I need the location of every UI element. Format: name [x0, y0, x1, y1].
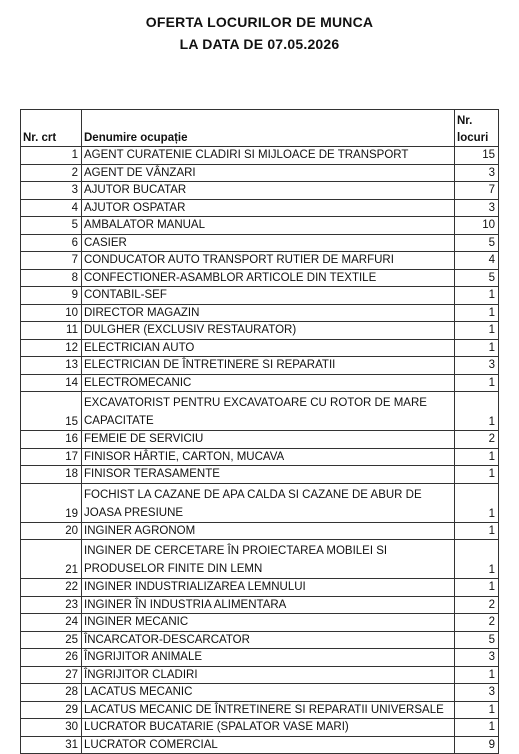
- occupation-cell: AGENT DE VÂNZARI: [82, 164, 455, 182]
- positions-count: 3: [455, 199, 499, 217]
- occupation-cell: EXCAVATORIST PENTRU EXCAVATOARE CU ROTOR DE MARE CAPACITATE: [82, 392, 455, 431]
- table-row: [21, 252, 499, 270]
- occupation-cell: AJUTOR OSPATAR: [82, 199, 455, 217]
- row-number: 8: [21, 269, 82, 287]
- occupation-cell: FINISOR HÂRTIE, CARTON, MUCAVA: [82, 448, 455, 466]
- table-row: [21, 631, 499, 649]
- table-row: [21, 540, 499, 579]
- column-header-nr: Nr. crt: [21, 110, 82, 147]
- row-number: 4: [21, 199, 82, 217]
- occupation-cell: CONFECTIONER-ASAMBLOR ARTICOLE DIN TEXTILE: [82, 269, 455, 287]
- positions-count: 1: [455, 522, 499, 540]
- row-number: 9: [21, 287, 82, 305]
- row-number: 23: [21, 596, 82, 614]
- column-header-count: Nr. locuri: [455, 110, 499, 147]
- table-row: [21, 322, 499, 340]
- row-number: 7: [21, 252, 82, 270]
- job-offers-table: [20, 109, 499, 754]
- row-number: 29: [21, 701, 82, 719]
- occupation-cell: DULGHER (EXCLUSIV RESTAURATOR): [82, 322, 455, 340]
- positions-count: 7: [455, 182, 499, 200]
- positions-count: 2: [455, 596, 499, 614]
- occupation-cell: CASIER: [82, 234, 455, 252]
- row-number: 6: [21, 234, 82, 252]
- occupation-cell: CONDUCATOR AUTO TRANSPORT RUTIER DE MARFURI: [82, 252, 455, 270]
- table-row: [21, 287, 499, 305]
- positions-count: 1: [455, 466, 499, 484]
- positions-count: 3: [455, 684, 499, 702]
- table-row: [21, 147, 499, 165]
- positions-count: 9: [455, 736, 499, 754]
- row-number: 13: [21, 357, 82, 375]
- positions-count: 1: [455, 540, 499, 579]
- occupation-cell: INGINER AGRONOM: [82, 522, 455, 540]
- occupation-cell: FOCHIST LA CAZANE DE APA CALDA SI CAZANE DE ABUR DE JOASA PRESIUNE: [82, 483, 455, 522]
- row-number: 25: [21, 631, 82, 649]
- positions-count: 3: [455, 164, 499, 182]
- occupation-cell: LUCRATOR COMERCIAL: [82, 736, 455, 754]
- row-number: 12: [21, 339, 82, 357]
- occupation-cell: AMBALATOR MANUAL: [82, 217, 455, 235]
- row-number: 30: [21, 719, 82, 737]
- table-row: [21, 339, 499, 357]
- table-row: [21, 431, 499, 449]
- table-row: [21, 374, 499, 392]
- table-row: [21, 217, 499, 235]
- positions-count: 4: [455, 252, 499, 270]
- positions-count: 1: [455, 701, 499, 719]
- table-row: [21, 579, 499, 597]
- occupation-cell: INGINER ÎN INDUSTRIA ALIMENTARA: [82, 596, 455, 614]
- positions-count: 1: [455, 719, 499, 737]
- row-number: 2: [21, 164, 82, 182]
- occupation-cell: LACATUS MECANIC: [82, 684, 455, 702]
- positions-count: 1: [455, 287, 499, 305]
- occupation-cell: FEMEIE DE SERVICIU: [82, 431, 455, 449]
- positions-count: 3: [455, 649, 499, 667]
- row-number: 1: [21, 147, 82, 165]
- row-number: 22: [21, 579, 82, 597]
- occupation-cell: LUCRATOR BUCATARIE (SPALATOR VASE MARI): [82, 719, 455, 737]
- table-row: [21, 736, 499, 754]
- positions-count: 1: [455, 339, 499, 357]
- page-title: OFERTA LOCURILOR DE MUNCA: [145, 14, 374, 30]
- table-row: [21, 304, 499, 322]
- occupation-cell: FINISOR TERASAMENTE: [82, 466, 455, 484]
- table-row: [21, 614, 499, 632]
- row-number: 17: [21, 448, 82, 466]
- occupation-cell: ÎNGRIJITOR CLADIRI: [82, 666, 455, 684]
- positions-count: 1: [455, 483, 499, 522]
- row-number: 16: [21, 431, 82, 449]
- occupation-cell: AGENT CURATENIE CLADIRI SI MIJLOACE DE TRANSPORT: [82, 147, 455, 165]
- table-row: [21, 596, 499, 614]
- row-number: 24: [21, 614, 82, 632]
- column-header-occupation: Denumire ocupație: [82, 110, 455, 147]
- row-number: 26: [21, 649, 82, 667]
- table-row: [21, 719, 499, 737]
- positions-count: 1: [455, 322, 499, 340]
- occupation-cell: ELECTRICIAN AUTO: [82, 339, 455, 357]
- table-row: [21, 684, 499, 702]
- positions-count: 3: [455, 357, 499, 375]
- table-row: [21, 357, 499, 375]
- positions-count: 2: [455, 431, 499, 449]
- table-row: [21, 199, 499, 217]
- table-row: [21, 522, 499, 540]
- page-subtitle-date: LA DATA DE 07.05.2026: [179, 36, 340, 52]
- occupation-cell: ELECTRICIAN DE ÎNTRETINERE SI REPARATII: [82, 357, 455, 375]
- positions-count: 1: [455, 666, 499, 684]
- occupation-cell: CONTABIL-SEF: [82, 287, 455, 305]
- table-row: [21, 164, 499, 182]
- row-number: 19: [21, 483, 82, 522]
- table-row: [21, 666, 499, 684]
- row-number: 3: [21, 182, 82, 200]
- row-number: 5: [21, 217, 82, 235]
- positions-count: 1: [455, 304, 499, 322]
- table-row: [21, 483, 499, 522]
- row-number: 21: [21, 540, 82, 579]
- occupation-cell: ÎNCARCATOR-DESCARCATOR: [82, 631, 455, 649]
- row-number: 28: [21, 684, 82, 702]
- row-number: 27: [21, 666, 82, 684]
- row-number: 18: [21, 466, 82, 484]
- row-number: 15: [21, 392, 82, 431]
- occupation-cell: AJUTOR BUCATAR: [82, 182, 455, 200]
- row-number: 14: [21, 374, 82, 392]
- positions-count: 1: [455, 374, 499, 392]
- occupation-cell: INGINER DE CERCETARE ÎN PROIECTAREA MOBILEI SI PRODUSELOR FINITE DIN LEMN: [82, 540, 455, 579]
- positions-count: 1: [455, 392, 499, 431]
- table-row: [21, 182, 499, 200]
- table-row: [21, 234, 499, 252]
- occupation-cell: LACATUS MECANIC DE ÎNTRETINERE SI REPARATII UNIVERSALE: [82, 701, 455, 719]
- occupation-cell: INGINER MECANIC: [82, 614, 455, 632]
- positions-count: 5: [455, 269, 499, 287]
- positions-count: 15: [455, 147, 499, 165]
- positions-count: 5: [455, 631, 499, 649]
- positions-count: 5: [455, 234, 499, 252]
- table-header-row: [21, 110, 499, 147]
- occupation-cell: DIRECTOR MAGAZIN: [82, 304, 455, 322]
- table-body: [21, 147, 499, 754]
- table-row: [21, 392, 499, 431]
- row-number: 10: [21, 304, 82, 322]
- table-row: [21, 466, 499, 484]
- positions-count: 10: [455, 217, 499, 235]
- occupation-cell: INGINER INDUSTRIALIZAREA LEMNULUI: [82, 579, 455, 597]
- positions-count: 1: [455, 448, 499, 466]
- table-row: [21, 448, 499, 466]
- table-row: [21, 269, 499, 287]
- table-row: [21, 649, 499, 667]
- row-number: 20: [21, 522, 82, 540]
- occupation-cell: ÎNGRIJITOR ANIMALE: [82, 649, 455, 667]
- row-number: 11: [21, 322, 82, 340]
- table-row: [21, 701, 499, 719]
- positions-count: 2: [455, 614, 499, 632]
- positions-count: 1: [455, 579, 499, 597]
- occupation-cell: ELECTROMECANIC: [82, 374, 455, 392]
- row-number: 31: [21, 736, 82, 754]
